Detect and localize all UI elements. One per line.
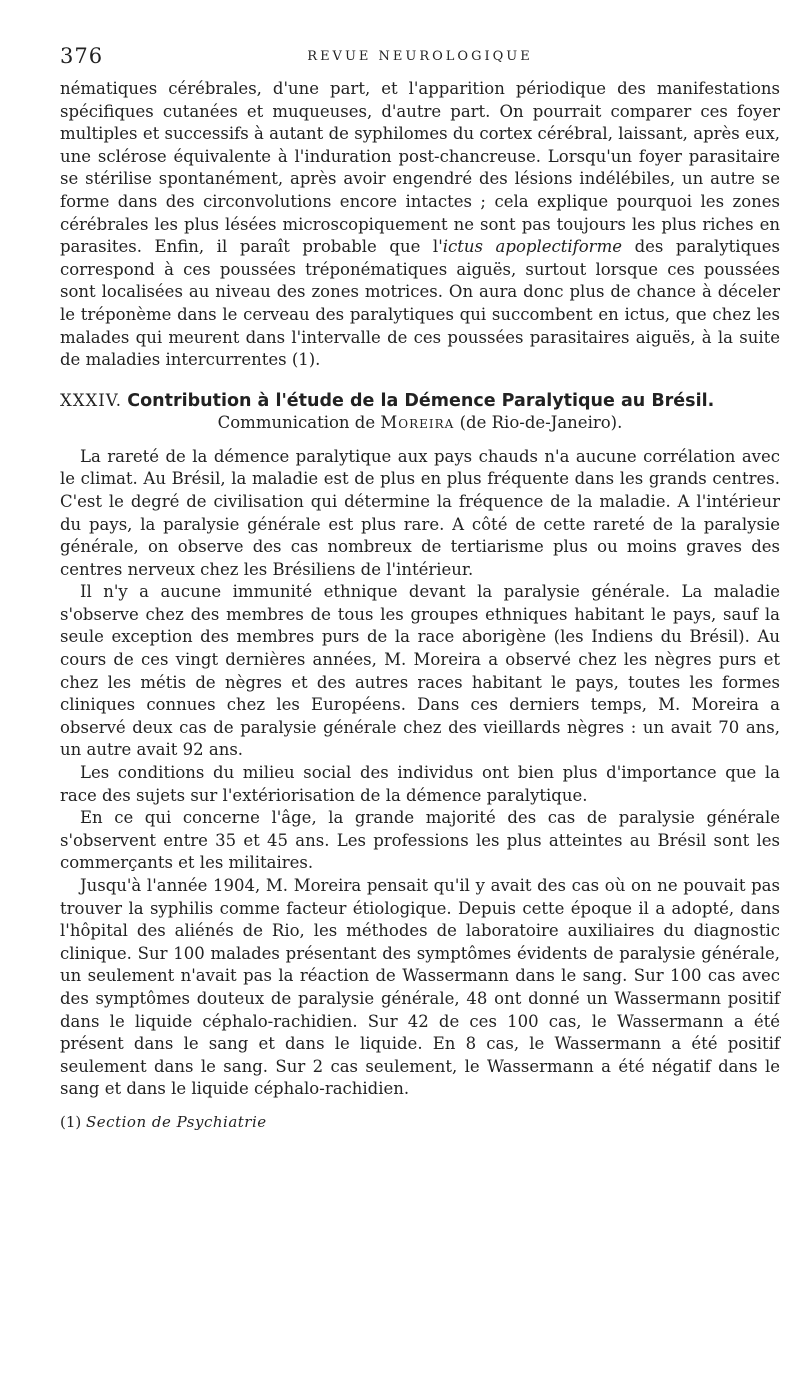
intro-part-2: des paralytiques correspond à ces poussées tréponématiques aiguës, surtout lorsque ces poussées sont localisées au niveau des zones motrices. On aura donc plus de chance à déceler le tréponème dans le cerveau des paralytiques qui succombent en ictus, que chez les malades qui meurent dans l'intervalle de ces poussées parasitaires aiguës, à la suite de maladies intercurrentes (1). bbox=[60, 237, 780, 370]
intro-paragraph bbox=[60, 78, 780, 372]
journal-title: REVUE NEUROLOGIQUE bbox=[307, 49, 533, 64]
paragraph: Il n'y a aucune immunité ethnique devant la paralysie générale. La maladie s'observe chez des membres de tous les groupes ethniques habitant le pays, sauf la seule exception des membres purs de la race aborigène (les Indiens du Brésil). Au cours de ces vingt dernières années, M. Moreira a observé chez les nègres purs et chez les métis de nègres et des autres races habitant le pays, toutes les formes cliniques connues chez les Européens. Dans ces derniers temps, M. Moreira a observé deux cas de paralysie générale chez des vieillards nègres : un avait 70 ans, un autre avait 92 ans. bbox=[60, 582, 780, 760]
running-head bbox=[60, 44, 780, 78]
intro-italic-term: ictus apoplectiforme bbox=[442, 237, 622, 257]
footnote-marker: (1) bbox=[60, 1112, 82, 1131]
communication-prefix: Communication de bbox=[217, 412, 376, 432]
page-number: 376 bbox=[60, 44, 104, 68]
paragraph: Jusqu'à l'année 1904, M. Moreira pensait qu'il y avait des cas où on ne pouvait pas trouver la syphilis comme facteur étiologique. Depuis cette époque il a adopté, dans l'hôpital des aliénés de Rio, les méthodes de laboratoire auxiliaires du diagnostic clinique. Sur 100 malades présentant des symptômes évidents de paralysie générale, un seulement n'avait pas la réaction de Wassermann dans le sang. Sur 100 cas avec des symptômes douteux de paralysie générale, 48 ont donné un Wassermann positif dans le liquide céphalo-rachidien. Sur 42 de ces 100 cas, le Wassermann a été présent dans le sang et dans le liquide. En 8 cas, le Wassermann a été positif seulement dans le sang. Sur 2 cas seulement, le Wassermann a été négatif dans le sang et dans le liquide céphalo-rachidien. bbox=[60, 876, 780, 1099]
paragraph: La rareté de la démence paralytique aux pays chauds n'a aucune corrélation avec le climat. Au Brésil, la maladie est de plus en plus fréquente dans les grands centres. C'est le degré de civilisation qui détermine la fréquence de la maladie. A l'intérieur du pays, la paralysie générale est plus rare. A côté de cette rareté de la paralysie générale, on observe des cas nombreux de tertiarisme plus ou moins graves des centres nerveux chez les Brésiliens de l'intérieur. bbox=[60, 446, 780, 579]
section-title: Contribution à l'étude de la Démence Paralytique au Brésil. bbox=[127, 390, 715, 411]
paragraph: Les conditions du milieu social des individus ont bien plus d'importance que la race des sujets sur l'extériorisation de la démence paralytique. bbox=[60, 763, 780, 805]
paragraph: En ce qui concerne l'âge, la grande majorité des cas de paralysie générale s'observent entre 35 et 45 ans. Les professions les plus atteintes au Brésil sont les commerçants et les militaires. bbox=[60, 808, 780, 873]
communication-line bbox=[60, 412, 780, 434]
footnote bbox=[60, 1113, 780, 1131]
intro-part-1: nématiques cérébrales, d'une part, et l'apparition périodique des manifestations spécifiques cutanées et muqueuses, d'autre part. On pourrait comparer ces foyer multiples et successifs à autant de syphilomes du cortex cérébral, laissant, après eux, une sclérose équivalente à l'induration post-chancreuse. Lorsqu'un foyer parasitaire se stérilise spontanément, après avoir engendré des lésions indélébiles, un autre se forme dans des circonvolutions encore intactes ; cela explique pourquoi les zones cérébrales les plus lésées microscopiquement ne sont pas toujours les plus riches en parasites. Enfin, il paraît probable que l' bbox=[60, 79, 780, 257]
section-number: XXXIV. bbox=[60, 390, 123, 410]
section-heading bbox=[60, 390, 780, 412]
page bbox=[60, 44, 780, 1131]
author-location: (de Rio-de-Janeiro). bbox=[459, 412, 623, 432]
body-text bbox=[60, 78, 780, 1101]
author-name: Moreira bbox=[380, 412, 455, 432]
footnote-text: Section de Psychiatrie bbox=[86, 1112, 267, 1131]
